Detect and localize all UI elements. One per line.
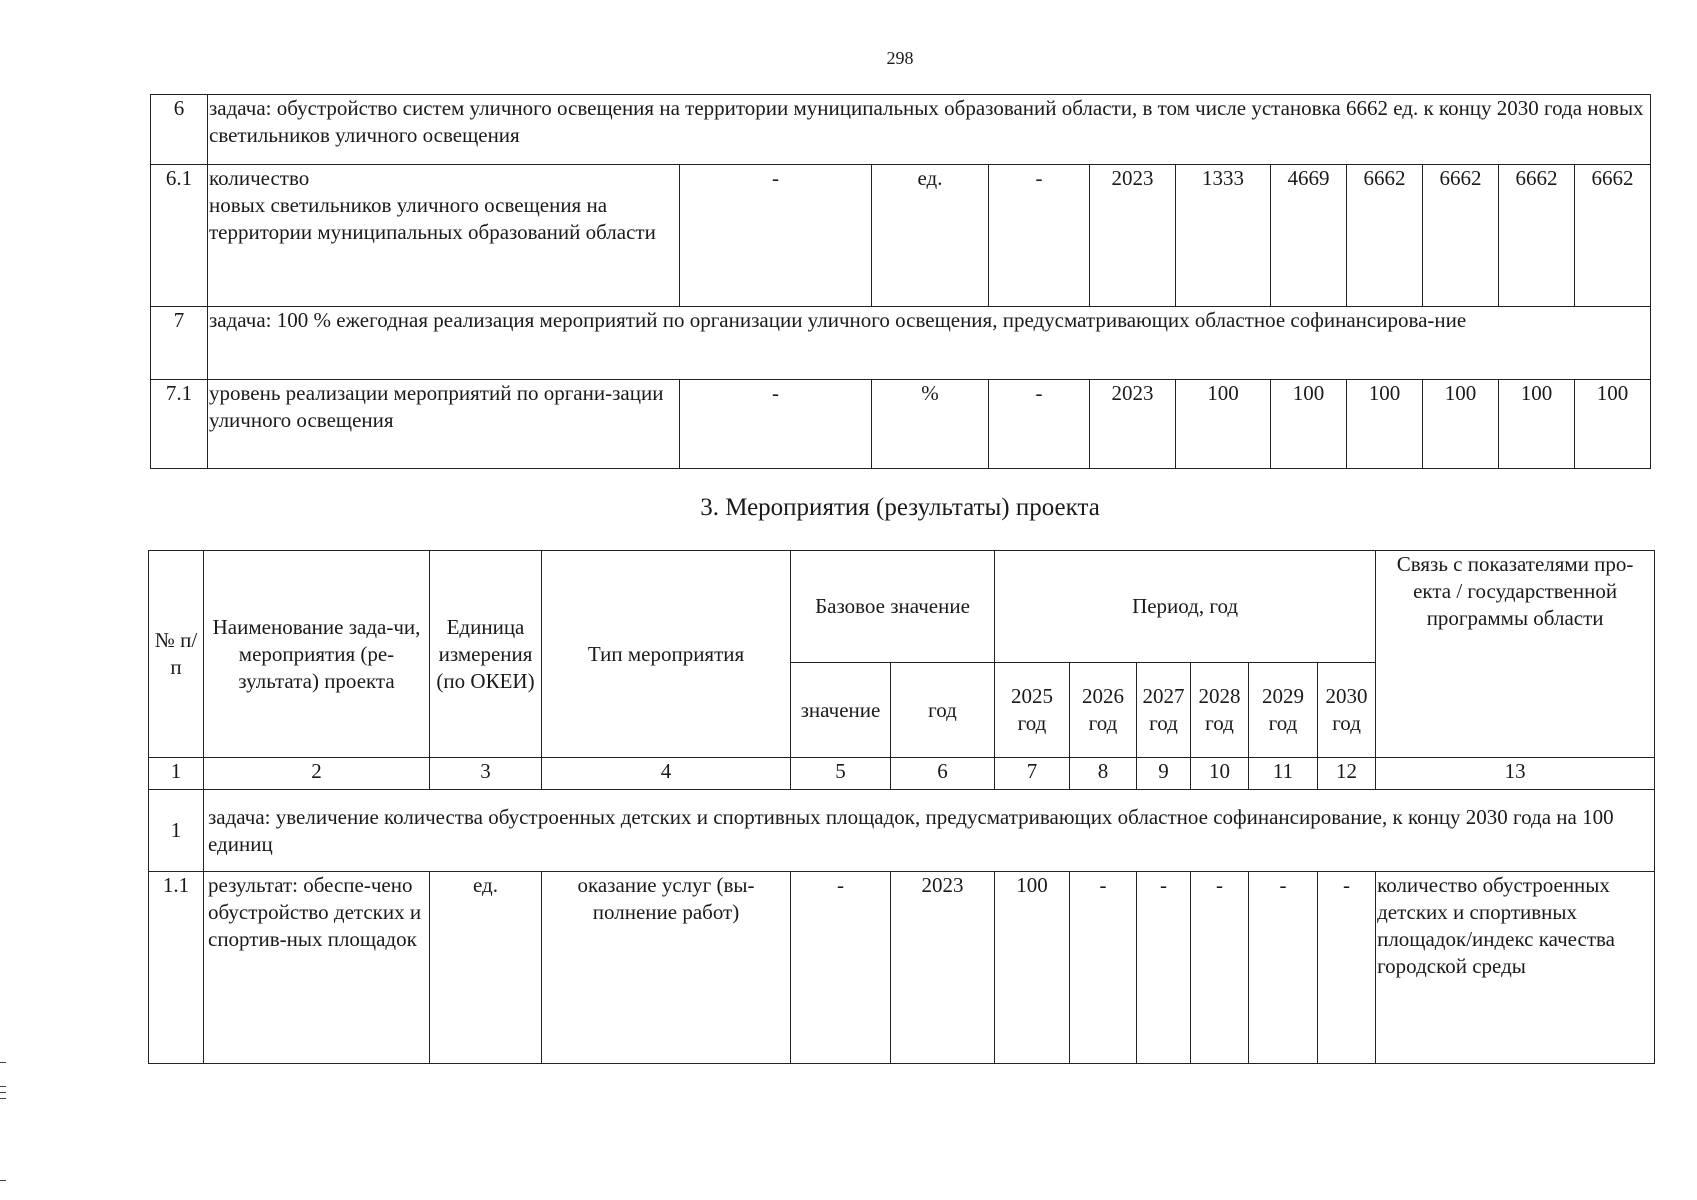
value-cell: 100 [1423, 380, 1499, 469]
value-cell: 6662 [1423, 165, 1499, 307]
result-row [149, 872, 1655, 1064]
col-number: 5 [791, 758, 891, 790]
task-row [151, 307, 1651, 380]
row-number: 1.1 [149, 872, 204, 1064]
edge-mark [0, 1086, 6, 1087]
column-numbers-row [149, 758, 1655, 790]
edge-mark [0, 1062, 6, 1063]
row-number: 6 [151, 95, 208, 165]
value-cell: 6662 [1575, 165, 1651, 307]
indicator-row [151, 165, 1651, 307]
edge-mark [0, 1180, 6, 1181]
edge-mark [0, 1098, 6, 1099]
year-value-cell: 100 [995, 872, 1070, 1064]
col-number: 8 [1070, 758, 1137, 790]
value-cell: 6662 [1499, 165, 1575, 307]
task-text: задача: обустройство систем уличного освещения на территории муниципальных образований области, в том числе установка 6662 ед. к концу 2030 года новых светильников уличного освещения [208, 95, 1651, 165]
value-cell: 100 [1575, 380, 1651, 469]
value-cell: 100 [1499, 380, 1575, 469]
value-cell: 100 [1347, 380, 1423, 469]
type-cell: оказание услуг (вы-полнение работ) [542, 872, 791, 1064]
col-number: 1 [149, 758, 204, 790]
col-number: 2 [204, 758, 430, 790]
year-value-cell: - [1070, 872, 1137, 1064]
activities-table [148, 550, 1655, 1064]
value-cell: 100 [1176, 380, 1271, 469]
task-text: задача: увеличение количества обустроенных детских и спортивных площадок, предусматривающих областное софинансирование, к концу 2030 года на 100 единиц [204, 790, 1655, 872]
header-num: № п/п [149, 551, 204, 758]
task-text: задача: 100 % ежегодная реализация мероприятий по организации уличного освещения, предусматривающих областное софинансирова-ние [208, 307, 1651, 380]
row-number: 7 [151, 307, 208, 380]
header-year: 2026 год [1070, 663, 1137, 758]
col-number: 6 [891, 758, 995, 790]
row-number: 1 [149, 790, 204, 872]
header-year: 2030 год [1318, 663, 1376, 758]
cell: - [989, 380, 1090, 469]
header-base-value: значение [791, 663, 891, 758]
base-year-cell: 2023 [1090, 165, 1176, 307]
row-number: 7.1 [151, 380, 208, 469]
col-number: 3 [430, 758, 542, 790]
header-base-year: год [891, 663, 995, 758]
cell: - [680, 380, 872, 469]
edge-mark [0, 1092, 6, 1093]
base-year-cell: 2023 [891, 872, 995, 1064]
cell: - [989, 165, 1090, 307]
link-cell: количество обустроенных детских и спортивных площадок/индекс качества городской среды [1376, 872, 1655, 1064]
indicator-name: уровень реализации мероприятий по органи-зации уличного освещения [208, 380, 680, 469]
year-value-cell: - [1249, 872, 1318, 1064]
header-unit: Единица измерения (по ОКЕИ) [430, 551, 542, 758]
indicator-row [151, 380, 1651, 469]
base-year-cell: 2023 [1090, 380, 1176, 469]
col-number: 13 [1376, 758, 1655, 790]
task-row [149, 790, 1655, 872]
col-number: 10 [1191, 758, 1249, 790]
col-number: 11 [1249, 758, 1318, 790]
col-number: 9 [1137, 758, 1191, 790]
col-number: 12 [1318, 758, 1376, 790]
year-value-cell: - [1191, 872, 1249, 1064]
row-number: 6.1 [151, 165, 208, 307]
header-period: Период, год [995, 551, 1376, 663]
indicators-table [150, 94, 1651, 469]
section-title: 3. Мероприятия (результаты) проекта [700, 494, 1100, 521]
value-cell: 4669 [1271, 165, 1347, 307]
header-type: Тип мероприятия [542, 551, 791, 758]
value-cell: 100 [1271, 380, 1347, 469]
header-year: 2028 год [1191, 663, 1249, 758]
header-name: Наименование зада-чи, мероприятия (ре-зультата) проекта [204, 551, 430, 758]
header-row [149, 551, 1655, 663]
header-year: 2025 год [995, 663, 1070, 758]
value-cell: 1333 [1176, 165, 1271, 307]
unit-cell: ед. [872, 165, 989, 307]
cell: - [680, 165, 872, 307]
header-base: Базовое значение [791, 551, 995, 663]
header-year: 2029 год [1249, 663, 1318, 758]
unit-cell: % [872, 380, 989, 469]
year-value-cell: - [1137, 872, 1191, 1064]
year-value-cell: - [1318, 872, 1376, 1064]
col-number: 7 [995, 758, 1070, 790]
value-cell: 6662 [1347, 165, 1423, 307]
header-year: 2027 год [1137, 663, 1191, 758]
header-link: Связь с показателями про-екта / государственной программы области [1376, 551, 1655, 758]
indicator-name: количество новых светильников уличного освещения на территории муниципальных образований области [208, 165, 680, 307]
page-number: 298 [886, 48, 914, 68]
task-row [151, 95, 1651, 165]
result-name: результат: обеспе-чено обустройство детских и спортив-ных площадок [204, 872, 430, 1064]
base-value-cell: - [791, 872, 891, 1064]
unit-cell: ед. [430, 872, 542, 1064]
col-number: 4 [542, 758, 791, 790]
